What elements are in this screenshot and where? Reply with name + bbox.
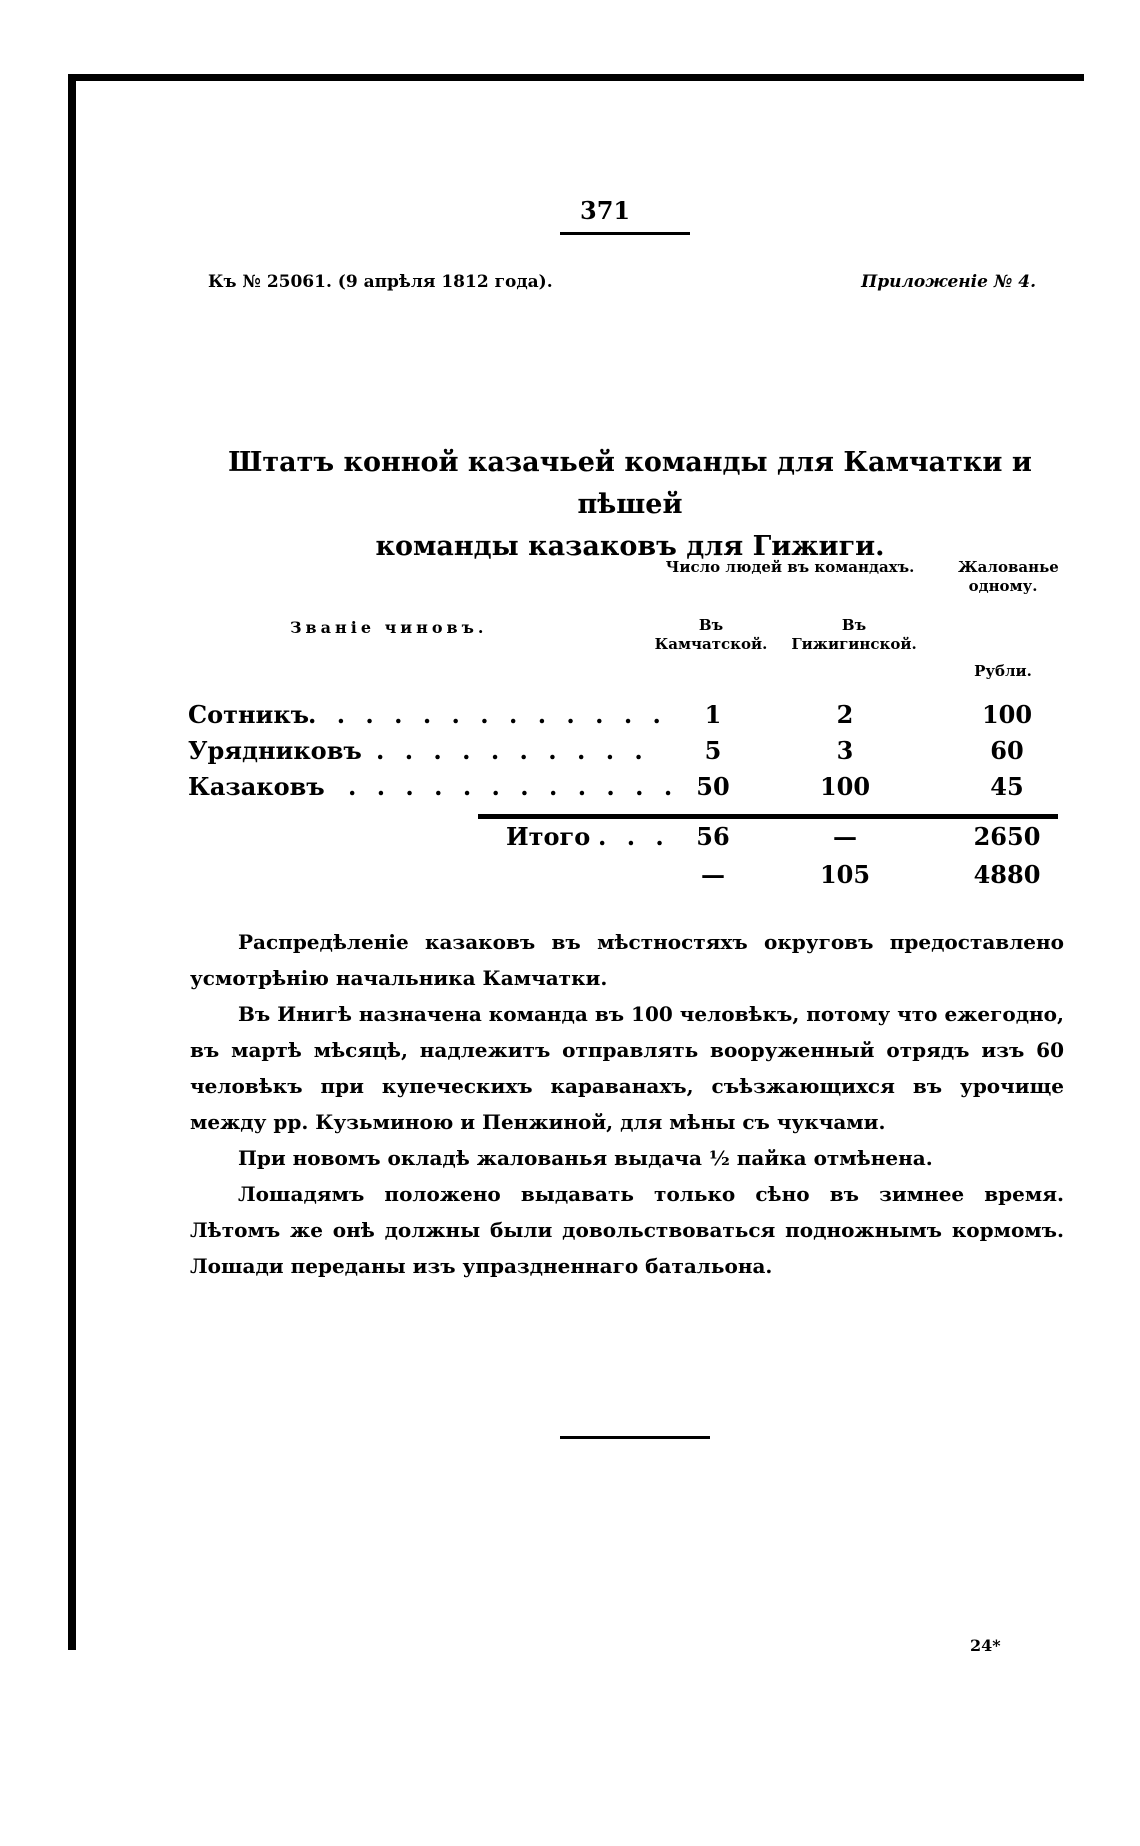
row-gizhiga: 100 bbox=[819, 772, 871, 801]
row-rank: Сотникъ bbox=[188, 700, 310, 729]
leader-dots: . . . . . . . . . . . . . bbox=[308, 700, 667, 729]
leader-dots: . . . . . . . . . . bbox=[376, 736, 649, 765]
row-kamchatka: 5 bbox=[704, 736, 722, 765]
left-border-rule bbox=[68, 74, 76, 1650]
signature-mark: 24* bbox=[970, 1636, 1001, 1655]
row-rank: Урядниковъ bbox=[188, 736, 362, 765]
document-title bbox=[180, 442, 1080, 568]
header-unit: Рубли. bbox=[974, 662, 1032, 680]
total2-gizhiga: 105 bbox=[819, 860, 871, 889]
body-text bbox=[190, 924, 1064, 1284]
leader-dots: . . . bbox=[598, 822, 670, 851]
total-kamchatka: 56 bbox=[696, 822, 730, 851]
top-border-rule bbox=[68, 74, 1084, 81]
total-row-2 bbox=[188, 860, 1068, 896]
page-number-underline bbox=[560, 232, 690, 235]
page-number: 371 bbox=[580, 196, 631, 225]
row-kamchatka: 1 bbox=[704, 700, 722, 729]
table-row bbox=[188, 772, 1068, 808]
header-kamchatka: Въ Камчатской. bbox=[654, 616, 768, 653]
title-line-2: команды казаковъ для Гижиги. bbox=[375, 531, 885, 562]
title-line-1: Штатъ конной казачьей команды для Камчатки и пѣшей bbox=[228, 447, 1032, 520]
header-people-count: Число людей въ командахъ. bbox=[665, 558, 915, 576]
total-gizhiga: — bbox=[833, 822, 857, 851]
paragraph: Въ Инигѣ назначена команда въ 100 человѣкъ, потому что ежегодно, въ мартѣ мѣсяцѣ, надлежитъ отправлять вооруженный отрядъ изъ 60 человѣкъ при купеческихъ караванахъ, съѣзжающихся въ урочище между рр. Кузьминою и Пенжиной, для мѣны съ чукчами. bbox=[190, 1002, 1064, 1134]
total-salary: 2650 bbox=[973, 822, 1041, 851]
total-label: Итого bbox=[506, 822, 591, 851]
row-salary: 60 bbox=[990, 736, 1024, 765]
paragraph: При новомъ окладѣ жалованья выдача ½ пайка отмѣнена. bbox=[238, 1146, 933, 1170]
row-gizhiga: 2 bbox=[836, 700, 854, 729]
reference-line: Къ № 25061. (9 апрѣля 1812 года). bbox=[208, 272, 553, 292]
total2-salary: 4880 bbox=[973, 860, 1041, 889]
row-kamchatka: 50 bbox=[696, 772, 730, 801]
end-rule bbox=[560, 1436, 710, 1439]
paragraph: Распредѣленіе казаковъ въ мѣстностяхъ округовъ предоставлено усмотрѣнію начальника Камчатки. bbox=[190, 930, 1064, 990]
header-salary: Жалованье одному. bbox=[958, 558, 1059, 595]
leader-dots: . . . . . . . . . . . . bbox=[348, 772, 679, 801]
row-gizhiga: 3 bbox=[836, 736, 854, 765]
total-rule bbox=[478, 814, 1058, 819]
total-row bbox=[188, 822, 1068, 858]
header-gizhiga: Въ Гижигинской. bbox=[791, 616, 917, 653]
row-rank: Казаковъ bbox=[188, 772, 325, 801]
row-salary: 100 bbox=[981, 700, 1033, 729]
row-salary: 45 bbox=[990, 772, 1024, 801]
table-row bbox=[188, 700, 1068, 736]
appendix-label: Приложеніе № 4. bbox=[861, 272, 1036, 292]
header-rank: Званіе чиновъ. bbox=[290, 618, 488, 637]
total2-kamchatka: — bbox=[701, 860, 725, 889]
table-row bbox=[188, 736, 1068, 772]
paragraph: Лошадямъ положено выдавать только сѣно въ зимнее время. Лѣтомъ же онѣ должны были довольствоваться подножнымъ кормомъ. Лошади переданы изъ упраздненнаго батальона. bbox=[190, 1182, 1064, 1278]
